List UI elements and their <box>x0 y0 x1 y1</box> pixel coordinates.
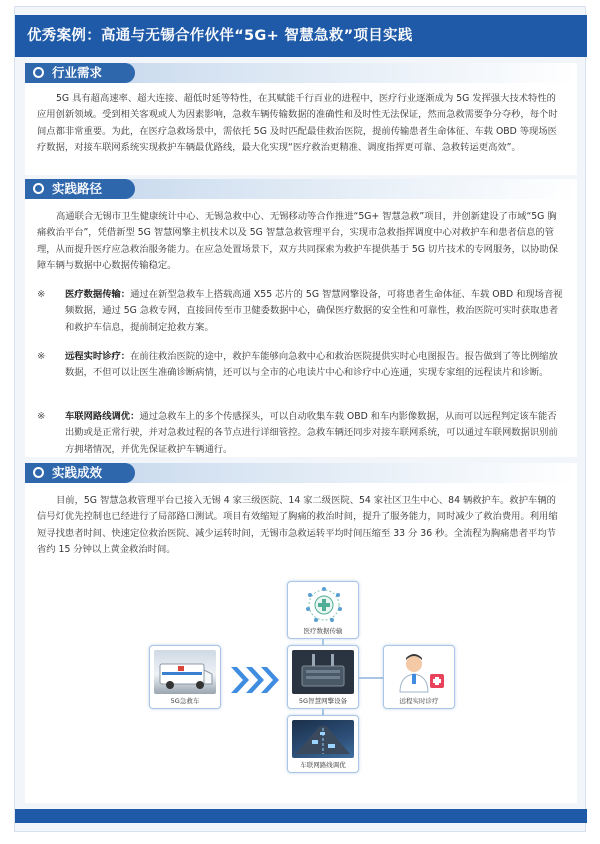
section-result <box>25 463 577 803</box>
solution-diagram <box>25 579 577 777</box>
reference-mark-icon: ※ <box>37 411 46 422</box>
reference-mark-icon: ※ <box>37 289 46 300</box>
reference-mark-icon: ※ <box>37 351 46 362</box>
section-heading: 行业需求 <box>52 65 103 80</box>
node-route-tuning <box>287 715 359 773</box>
section-heading: 实践成效 <box>52 465 103 480</box>
section-heading-pill <box>25 179 135 199</box>
footer-bar <box>15 809 587 823</box>
ambulance-photo <box>154 650 216 694</box>
section-header <box>25 63 577 83</box>
node-ambulance <box>149 645 221 709</box>
section-header <box>25 463 577 483</box>
section-path <box>25 179 577 457</box>
medical-data-network-icon <box>292 584 356 626</box>
page-frame <box>14 6 586 832</box>
section-paragraph: 高通联合无锡市卫生健康统计中心、无锡急救中心、无锡移动等合作推进“5G+ 智慧急救”项目，并创新建设了市域“5G 胸痛救治平台”，凭借新型 5G 智慧网擎主机技术以及 5G 智慧急救管理平台，实现市急救指挥调度中心对救护车和患者信息的管理，从而提升医疗应急救治服务能力。在应急处置场景下，双方共同探索为救护车提供基于 5G 切片技术的专网服务，以协助保障车辆与数据中心数据传输稳定。 <box>37 211 559 272</box>
section-paragraph: 5G 具有超高速率、超大连接、超低时延等特性，在其赋能千行百业的进程中，医疗行业逐渐成为 5G 发挥强大技术特性的应用创新领域。受到相关客观或人为因素影响，急救车辆传输数据的准确性和及时性无法保证，然而急救需要争分夺秒，每个时间点都非常重要。为此，在医疗急救场景中，需依托 5G 及时匹配最佳救治医院，提前传输患者生命体征、车载 OBD 等现场医疗数据，对接车联网系统实现救护车辆最优路线，最大化实现“医疗救治更精准、调度指挥更可靠、急救转运更高效”。 <box>37 93 558 154</box>
section-need <box>25 63 577 175</box>
section-header <box>25 179 577 199</box>
list-item <box>37 349 565 382</box>
ring-icon <box>33 467 44 478</box>
doctor-icon <box>388 650 450 694</box>
list-item <box>37 287 565 336</box>
item-label: 车联网路线调优： <box>65 411 140 422</box>
traffic-route-icon <box>292 720 354 758</box>
ring-icon <box>33 67 44 78</box>
device-photo <box>292 650 354 694</box>
section-heading-pill <box>25 63 135 83</box>
item-text: 通过在新型急救车上搭载高通 X55 芯片的 5G 智慧网擎设备，可将患者生命体征、车载 OBD 和现场音视频数据，通过 5G 急救专网，直接回传至市卫健委数据中心，确保医疗数据的安全性和可靠性，救治医院可实时获取患者和救护车信息，提前制定抢救方案。 <box>65 289 563 333</box>
node-data-transfer <box>287 581 359 639</box>
section-heading-pill <box>25 463 135 483</box>
node-caption: 医疗数据传输 <box>303 627 343 635</box>
node-caption: 5G急救车 <box>170 697 200 705</box>
node-remote-diagnosis <box>383 645 455 709</box>
list-item <box>37 409 565 458</box>
item-label: 医疗数据传输： <box>65 289 131 300</box>
item-text: 在前往救治医院的途中，救护车能够向急救中心和救治医院提供实时心电图报告。报告做到了等比例缩放数据，不但可以让医生准确诊断病情，还可以与全市的心电读片中心和诊疗中心连通，实现专家组的远程读片和诊断。 <box>65 351 558 379</box>
ring-icon <box>33 183 44 194</box>
page-title: 优秀案例：高通与无锡合作伙伴“5G+ 智慧急救”项目实践 <box>15 15 587 57</box>
router-device-icon <box>292 650 354 694</box>
flow-arrows-icon <box>229 665 283 695</box>
node-device <box>287 645 359 709</box>
node-caption: 远程实时诊疗 <box>399 697 439 705</box>
item-text: 通过急救车上的多个传感探头，可以自动收集车载 OBD 和车内影像数据，从而可以远程判定该车能否出勤或是正常行驶，并对急救过程的各节点进行详细管控。急救车辆还同步对接车联网系统，可以通过车联网数据识别前方拥堵情况，并优先保证救护车辆通行。 <box>65 411 558 455</box>
section-heading: 实践路径 <box>52 181 103 196</box>
node-caption: 车联网路线调优 <box>300 761 346 769</box>
node-caption: 5G智慧网擎设备 <box>298 697 348 705</box>
item-label: 远程实时诊疗： <box>65 351 131 362</box>
connector-line <box>322 639 324 645</box>
road-photo <box>292 720 354 758</box>
ambulance-icon <box>154 650 216 694</box>
connector-line <box>359 677 383 679</box>
section-paragraph: 目前，5G 智慧急救管理平台已接入无锡 4 家三级医院、14 家二级医院、54 家社区卫生中心、84 辆救护车。救护车辆的信号灯优先控制也已经进行了局部路口测试。项目有效缩短了胸痛的救治时间，提升了服务能力，同时减少了救治费用。利用缩短寻找患者时间、快速定位救治医院、减少运转时间，无锡市急救运转平均时间压缩至 33 分 36 秒。全流程为胸痛患者平均节省约 15 分钟以上黄金救治时间。 <box>37 495 558 556</box>
